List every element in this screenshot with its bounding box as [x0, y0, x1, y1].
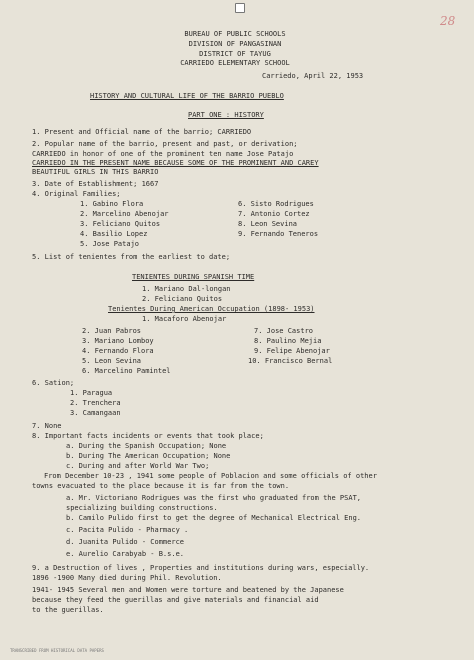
evacuation-text-1: From December 10-23 , 1941 some people of Poblacion and some officials of other [44, 472, 377, 480]
graduate-a-cont: specializing building constructions. [66, 504, 218, 512]
item-9-text-3: because they feed the guerillas and give materials and financial aid [32, 596, 319, 604]
american-tenientes-heading: Tenientes During American Occupation (1898- 1953) [108, 305, 315, 313]
sitio-2: 2. Trenchera [70, 399, 121, 407]
item-4: 4. Original Families; [32, 190, 121, 198]
graduate-d: d. Juanita Pulido - Commerce [66, 538, 185, 546]
spanish-tenientes-heading: TENIENTES DURING SPANISH TIME [132, 273, 255, 281]
graduate-c: c. Pacita Pulido - Pharmacy . [66, 526, 189, 534]
header-line-3: DISTRICT OF TAYUG [199, 50, 271, 58]
header-line-2: DIVISION OF PANGASINAN [188, 40, 282, 48]
item-2-text-a: CARRIEDO in honor of one of the prominent ten name Jose Patajo [32, 150, 294, 158]
teniente-american-5: 5. Leon Sevina [82, 357, 142, 365]
graduate-b: b. Camilo Pulido first to get the degree of Mechanical Electrical Eng. [66, 514, 362, 522]
item-9-text-1: 1896 -1900 Many died during Phil. Revolution. [32, 574, 222, 582]
item-7: 7. None [32, 422, 62, 430]
family-9: 9. Fernando Teneros [238, 230, 319, 238]
family-1: 1. Gabino Flora [80, 200, 144, 208]
sitio-3: 3. Camangaan [70, 409, 121, 417]
family-3: 3. Feliciano Quitos [80, 220, 161, 228]
punch-hole-icon [235, 3, 245, 13]
sitio-1: 1. Paragua [70, 389, 113, 397]
footer-note: TRANSCRIBED FROM HISTORICAL DATA PAPERS [10, 648, 104, 653]
header-line-1: BUREAU OF PUBLIC SCHOOLS [184, 30, 286, 38]
item-8a: a. During the Spanish Occupation; None [66, 442, 227, 450]
teniente-spanish-2: 2. Feliciano Quitos [142, 295, 223, 303]
teniente-american-6: 6. Marcelino Pamintel [82, 367, 171, 375]
item-2-text-c: BEAUTIFUL GIRLS IN THIS BARRIO [32, 168, 159, 176]
family-4: 4. Basilio Lopez [80, 230, 148, 238]
family-5: 5. Jose Patajo [80, 240, 140, 248]
document-title: HISTORY AND CULTURAL LIFE OF THE BARRIO PUEBLO [90, 92, 284, 100]
evacuation-text-2: towns evacuated to the place because it is far from the town. [32, 482, 290, 490]
teniente-american-8: 8. Paulino Mejia [254, 337, 322, 345]
graduate-a: a. Mr. Victoriano Rodrigues was the first who graduated from the PSAT, [66, 494, 362, 502]
item-6: 6. Sation; [32, 379, 75, 387]
item-9-text-4: to the guerillas. [32, 606, 104, 614]
part-title: PART ONE : HISTORY [188, 111, 264, 119]
item-8: 8. Important facts incidents or events that took place; [32, 432, 264, 440]
teniente-american-1: 1. Macaforo Abenojar [142, 315, 227, 323]
date-line: Carriedo, April 22, 1953 [262, 72, 364, 80]
teniente-american-7: 7. Jose Castro [254, 327, 314, 335]
item-8c: c. During and after World War Two; [66, 462, 210, 470]
header-line-4: CARRIEDO ELEMENTARY SCHOOL [180, 59, 290, 67]
family-7: 7. Antonio Cortez [238, 210, 310, 218]
item-1: 1. Present and Official name of the barrio; CARRIEDO [32, 128, 252, 136]
item-9: 9. a Destruction of lives , Properties and institutions during wars, especially. [32, 564, 370, 572]
family-8: 8. Leon Sevina [238, 220, 298, 228]
teniente-american-9: 9. Felipe Abenojar [254, 347, 330, 355]
teniente-american-3: 3. Mariano Lomboy [82, 337, 154, 345]
item-5: 5. List of tenientes from the earliest to date; [32, 253, 231, 261]
graduate-e: e. Aurelio Carabyab - B.s.e. [66, 550, 185, 558]
family-2: 2. Marcelino Abenojar [80, 210, 169, 218]
item-3: 3. Date of Establishment; 1667 [32, 180, 159, 188]
item-2: 2. Popular name of the barrio, present and past, or derivation; [32, 140, 298, 148]
family-6: 6. Sisto Rodrigues [238, 200, 314, 208]
item-9-text-2: 1941- 1945 Several men and Women were torture and beatened by the Japanese [32, 586, 344, 594]
page-number: 28 [440, 14, 456, 28]
teniente-american-4: 4. Fernando Flora [82, 347, 154, 355]
teniente-american-10: 10. Francisco Bernal [248, 357, 333, 365]
item-2-text-b: CARRIEDO IN THE PRESENT NAME BECAUSE SOME OF THE PROMINENT AND CAREY [32, 159, 319, 167]
teniente-spanish-1: 1. Mariano Dal-longan [142, 285, 231, 293]
teniente-american-2: 2. Juan Pabros [82, 327, 142, 335]
item-8b: b. During The American Occupation; None [66, 452, 231, 460]
